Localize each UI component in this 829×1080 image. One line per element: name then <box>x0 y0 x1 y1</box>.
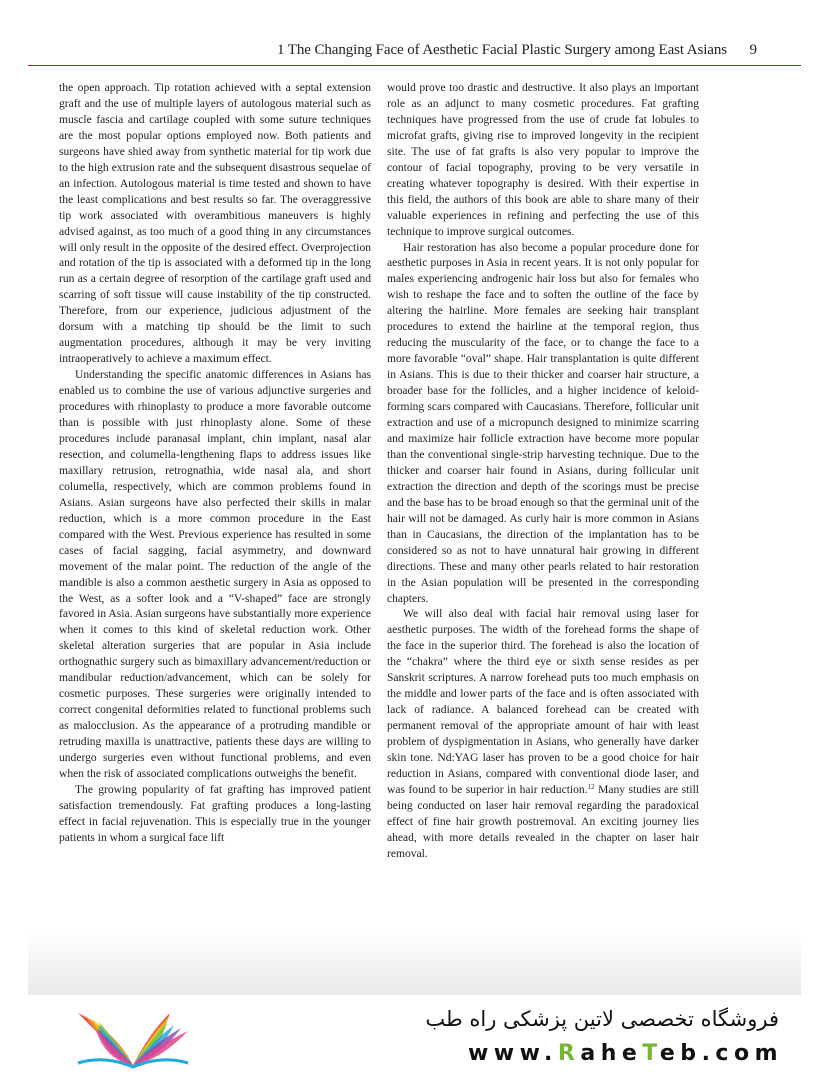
open-book-logo-icon <box>70 1005 196 1071</box>
paragraph: The growing popularity of fat grafting has improved patient satisfaction tremendously. Fat grafting produces a long-lasting effect in facial rejuvenation. This is especially true in the younger patients in whom a surgical face lift <box>59 783 371 844</box>
logo-book-base <box>78 1060 188 1067</box>
page-number: 9 <box>749 42 757 58</box>
logo-pages <box>78 1013 188 1067</box>
store-name: فروشگاه تخصصی لاتین پزشکی راه طب <box>425 1007 779 1031</box>
right-text-column <box>387 81 699 863</box>
paragraph-text: Many studies are still being conducted on laser hair removal regarding the paradoxical effect of fine hair growth postremoval. An exciting journey lies ahead, with more details revealed in the chapter on laser hair removal. <box>387 783 700 860</box>
left-text-column <box>59 81 371 847</box>
paragraph: would prove too drastic and destructive. It also plays an important role as an adjunct to many cosmetic procedures. Fat grafting techniques have progressed from the use of crude fat lobules to microfat grafts, giving rise to improved longevity in the recipient site. The use of fat grafts is also very popular to improve the contour of facial topography, proving to be very versatile in creating whatever topography is desired. With their expertise in this field, the authors of this book are able to share many of their valuable experiences in refining and perfecting the use of this technique to improve surgical outcomes. <box>387 82 699 238</box>
paragraph <box>387 607 699 862</box>
paragraph: Understanding the specific anatomic differences in Asians has enabled us to combine the use of various adjunctive surgeries and procedures with rhinoplasty to produce a more favorable outcome than is possible with just rhinoplasty alone. Some of these procedures include paranasal implant, chin implant, nasal alar resection, and columella-lengthening flaps to address issues like maxillary retrusion, retrognathia, wide nasal ala, and short columella, respectively, which are common problems found in Asians. Asian surgeons have also perfected their skills in malar reduction, which is a more common procedure in the East compared with the West. Previous experience has resulted in some cases of facial sagging, facial asymmetry, and downward movement of the malar point. The reduction of the angle of the mandible is also a common aesthetic surgery in Asia as opposed to the West, as a softer look and a “V-shaped” face are strongly favored in Asia. Asian surgeons have substantially more experience when it comes to this kind of skeletal reduction work. Other skeletal alteration surgeries that are popular in Asia include orthognathic surgery such as bimaxillary advancement/reduction or mandibular reduction/advancement, which can be solely for cosmetic purposes. These surgeries were originally intended to correct congenital deformities related to functional problems such as malocclusion. As the appearance of a protruding mandible or retruding maxilla is unattractive, patients these days are willing to undergo surgeries even without functional problems, and even when the risk of associated complications outweighs the benefit. <box>59 369 371 780</box>
store-url[interactable]: www.RaheTeb.com <box>467 1041 783 1066</box>
chapter-running-title: 1 The Changing Face of Aesthetic Facial Plastic Surgery among East Asians <box>277 42 727 58</box>
store-banner <box>0 995 829 1080</box>
running-head <box>28 41 801 66</box>
paragraph-text: We will also deal with facial hair removal using laser for aesthetic purposes. The width of the forehead forms the shape of the face in the superior third. The forehead is also the location of the “chakra” where the third eye or sixth sense resides as per Sanskrit scriptures. A narrow forehead puts too much emphasis on the middle and lower parts of the face and is often associated with lack of radiance. A balanced forehead can be created with permanent removal of the appropriate amount of hair with least problem of dyspigmentation in Asians, who generally have darker skin tone. Nd:YAG laser has proven to be a good choice for hair reduction in Asians, compared with conventional diode laser, and was found to be superior in hair reduction. <box>387 608 699 796</box>
reference-superscript: 12 <box>587 782 595 791</box>
paragraph: the open approach. Tip rotation achieved with a septal extension graft and the use of multiple layers of autologous material such as muscle fascia and cartilage coupled with some suture techniques are the most popular options employed now. Both patients and surgeons have shied away from synthetic material for tip work due to the high extrusion rate and the subsequent disastrous sequelae of an infection. Autologous material is time tested and shown to have the least complications and best results so far. The overaggressive tip work associated with overambitious maneuvers is highly advised against, as too much of a good thing in any circumstances will only result in the opposite of the desired effect. Overprojection and rotation of the tip is associated with a deformed tip in the long run as a certain degree of resorption of the cartilage graft used and scarring of soft tissue will cause instability of the tip constructed. Therefore, from our experience, judicious adjustment of the dorsum with a matching tip should be the limit to such augmentation procedures, although it may be very inviting intraoperatively to achieve a maximum effect. <box>59 82 371 366</box>
paragraph: Hair restoration has also become a popular procedure done for aesthetic purposes in Asia in recent years. It is not only popular for males experiencing androgenic hair loss but also for females who wish to reshape the face and to soften the outline of the face by altering the hairline. More females are seeking hair transplant procedures to extend the hairline at the temporal region, thus reducing the muscularity of the face, or to change the face to a more favorable “oval” shape. Hair transplantation is quite different in Asians. This is due to their thicker and coarser hair structure, a broader base for the follicles, and a higher incidence of keloid-forming scars compared with Caucasians. Therefore, follicular unit extraction and use of a micropunch designed to minimize scarring and maximize hair follicle extraction have become more popular than the conventional single-strip harvesting technique. Due to the thicker and coarser hair found in Asians, during follicular unit extraction the direction and depth of the scorings must be precise and the base has to be broad enough so that the germinal unit of the hair will not be damaged. As curly hair is more common in Asians than in Caucasians, the direction of the implantation has to be considered so as not to have unnatural hair growing in different directions. These and many other pearls related to hair restoration in the Asian population will be presented in the corresponding chapters. <box>387 241 699 605</box>
